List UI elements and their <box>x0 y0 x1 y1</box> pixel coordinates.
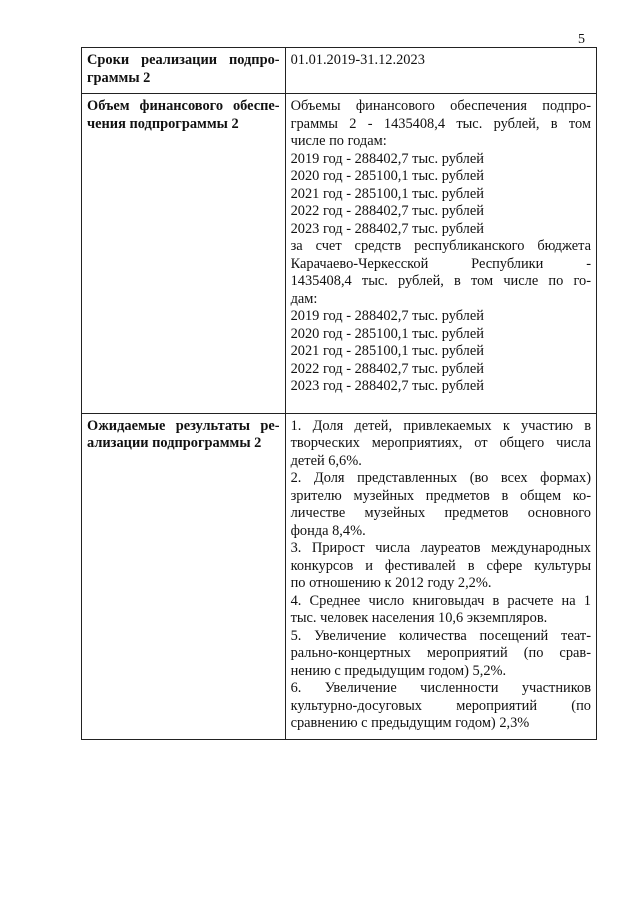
value-line: по отношению к 2012 году 2,2%. <box>290 575 492 591</box>
value-line: 3. Прирост числа лауреатов международных <box>290 540 591 556</box>
value-line: 2021 год - 285100,1 тыс. рублей <box>290 343 484 359</box>
value-line: конкурсов и фестивалей в сфере культуры <box>290 557 591 574</box>
value-line: 2023 год - 288402,7 тыс. рублей <box>290 220 484 237</box>
value-line: 2019 год - 288402,7 тыс. рублей <box>290 150 484 167</box>
value-line: 2019 год - 288402,7 тыс. рублей <box>290 308 484 324</box>
value-line: 4. Среднее число книговыдач в расчете на 1 <box>290 592 591 609</box>
value-cell-funding <box>285 94 596 414</box>
label-cell-results <box>82 413 286 739</box>
value-line: 2021 год - 285100,1 тыс. рублей <box>290 185 484 202</box>
page-number: 5 <box>578 32 585 47</box>
value-line: 01.01.2019-31.12.2023 <box>290 52 425 68</box>
table-row-period <box>82 48 597 94</box>
value-line: личестве музейных предметов основного <box>290 505 591 521</box>
value-line: 1. Доля детей, привлекаемых к участию в <box>290 417 591 434</box>
table-row-results <box>82 413 597 739</box>
value-line: зрителю музейных предметов в общем ко- <box>290 487 591 504</box>
label-line: граммы 2 <box>87 69 151 86</box>
value-line: 5. Увеличение количества посещений теат- <box>290 627 591 644</box>
value-line: рально-концертных мероприятий (по срав- <box>290 645 591 661</box>
label-cell-funding <box>82 94 286 414</box>
value-cell-results <box>285 413 596 739</box>
value-line: нению с предыдущим годом) 5,2%. <box>290 662 507 679</box>
value-line: культурно-досуговых мероприятий (по <box>290 697 591 714</box>
value-line: граммы 2 - 1435408,4 тыс. рублей, в том <box>290 115 591 132</box>
value-line: детей 6,6%. <box>290 452 362 469</box>
value-line: числе по годам: <box>290 133 387 149</box>
value-line: тыс. человек населения 10,6 экземпляров. <box>290 610 548 626</box>
value-line: 1435408,4 тыс. рублей, в том числе по го- <box>290 273 591 289</box>
value-line: творческих мероприятиях, от общего числа <box>290 435 591 451</box>
label-cell-period <box>82 48 286 94</box>
value-line: сравнению с предыдущим годом) 2,3% <box>290 715 530 731</box>
value-line: фонда 8,4%. <box>290 522 366 539</box>
value-line: 2020 год - 285100,1 тыс. рублей <box>290 168 484 184</box>
value-line: 2020 год - 285100,1 тыс. рублей <box>290 325 484 342</box>
value-cell-period <box>285 48 596 94</box>
label-line: Ожидаемые результаты ре- <box>87 417 280 434</box>
value-line: 6. Увеличение численности участников <box>290 680 591 696</box>
value-line: за счет средств республиканского бюджета <box>290 238 591 254</box>
value-line: 2. Доля представленных (во всех формах) <box>290 470 591 486</box>
label-line: Сроки реализации подпро- <box>87 52 280 68</box>
label-line: чения подпрограммы 2 <box>87 115 239 132</box>
value-line: 2022 год - 288402,7 тыс. рублей <box>290 360 484 377</box>
value-line: 2022 год - 288402,7 тыс. рублей <box>290 203 484 219</box>
value-line: 2023 год - 288402,7 тыс. рублей <box>290 378 484 394</box>
label-line: Объем финансового обеспе- <box>87 98 280 114</box>
label-line: ализации подпрограммы 2 <box>87 435 262 451</box>
value-line: Объемы финансового обеспечения подпро- <box>290 98 591 114</box>
value-line: дам: <box>290 290 318 307</box>
passport-table <box>81 47 597 740</box>
table-row-funding <box>82 94 597 414</box>
value-line: Карачаево-Черкесской Республики - <box>290 255 591 272</box>
